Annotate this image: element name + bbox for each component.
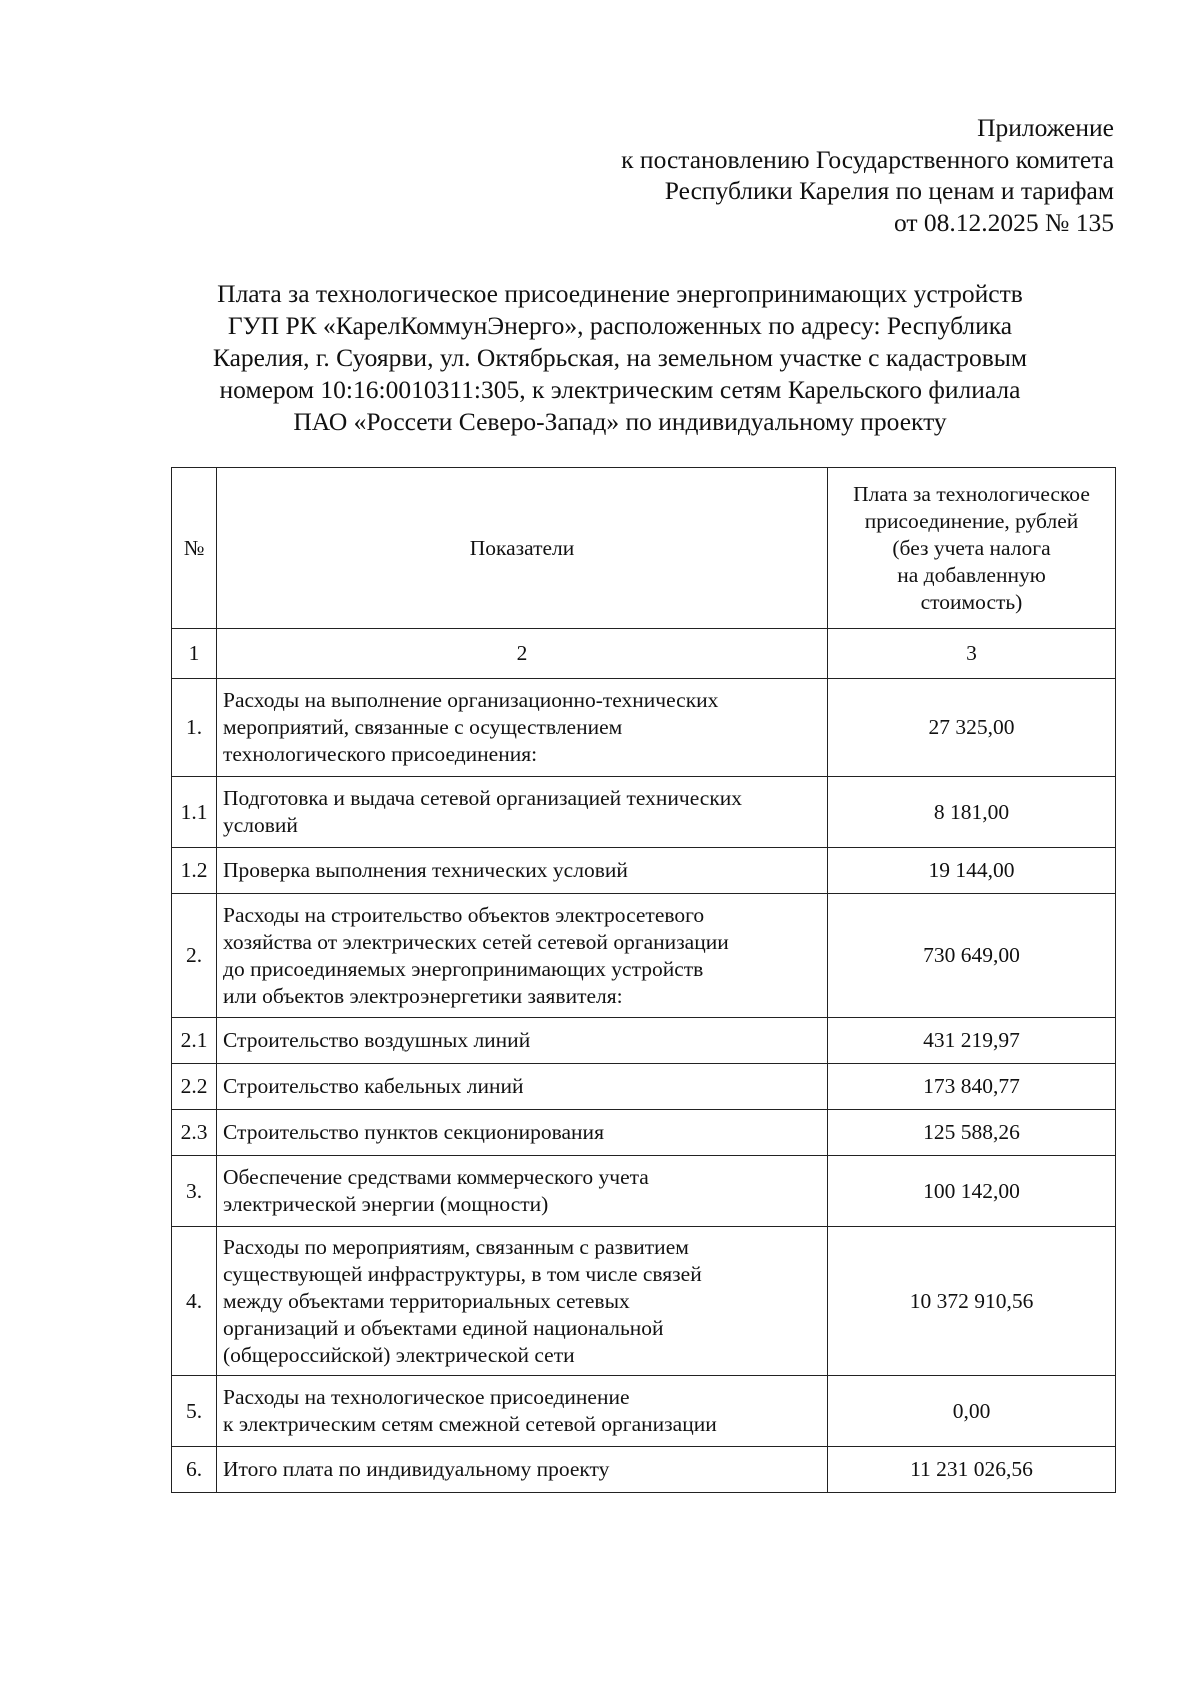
row-value: 100 142,00 [828, 1156, 1116, 1227]
row-number: 2.3 [172, 1110, 217, 1156]
indicator-line: Расходы на выполнение организационно-технических [223, 688, 719, 712]
row-number: 2.1 [172, 1018, 217, 1064]
row-indicator [217, 1227, 828, 1376]
title-line: Плата за технологическое присоединение энергопринимающих устройств [217, 279, 1023, 308]
title-line: ПАО «Россети Северо-Запад» по индивидуальному проекту [293, 407, 947, 436]
row-indicator [217, 777, 828, 848]
row-indicator [217, 1376, 828, 1447]
appendix-block [414, 112, 1114, 238]
row-indicator [217, 1064, 828, 1110]
appendix-line: к постановлению Государственного комитета [621, 144, 1114, 174]
row-value: 8 181,00 [828, 777, 1116, 848]
appendix-line: Приложение [977, 113, 1114, 142]
indicator-line: к электрическим сетям смежной сетевой организации [223, 1412, 717, 1436]
row-value: 27 325,00 [828, 679, 1116, 777]
table-row [172, 1156, 1116, 1227]
row-value: 431 219,97 [828, 1018, 1116, 1064]
indicator-line: организаций и объектами единой национальной [223, 1315, 664, 1340]
row-indicator [217, 894, 828, 1018]
indicator-line: Строительство пунктов секционирования [223, 1120, 604, 1144]
column-index-row [172, 629, 1116, 679]
indicator-line: или объектов электроэнергетики заявителя: [223, 983, 623, 1008]
row-number: 6. [172, 1447, 217, 1493]
row-indicator [217, 848, 828, 894]
appendix-line: Республики Карелия по ценам и тарифам [664, 176, 1114, 205]
appendix-line: от 08.12.2025 № 135 [893, 207, 1114, 237]
indicator-line: Подготовка и выдача сетевой организацией технических [223, 786, 743, 810]
indicator-line: электрической энергии (мощности) [223, 1192, 549, 1216]
row-indicator [217, 1018, 828, 1064]
indicator-line: Обеспечение средствами коммерческого учета [223, 1165, 649, 1189]
row-indicator [217, 1110, 828, 1156]
table-row [172, 777, 1116, 848]
header-value-line: Плата за технологическое [853, 481, 1090, 506]
header-value-line: стоимость) [920, 589, 1023, 614]
row-number: 1.1 [172, 777, 217, 848]
row-indicator [217, 1447, 828, 1493]
indicator-line: существующей инфраструктуры, в том числе связей [223, 1261, 702, 1286]
title-line: ГУП РК «КарелКоммунЭнерго», расположенных по адресу: Республика [227, 311, 1013, 340]
column-index: 1 [172, 629, 217, 679]
indicator-line: условий [223, 813, 298, 837]
header-value [828, 468, 1116, 629]
indicator-line: Расходы на технологическое присоединение [223, 1385, 630, 1409]
header-indicator: Показатели [217, 468, 828, 629]
table-row [172, 1064, 1116, 1110]
row-number: 3. [172, 1156, 217, 1227]
row-value: 0,00 [828, 1376, 1116, 1447]
table-row [172, 1110, 1116, 1156]
table-row [172, 1227, 1116, 1376]
document-title [150, 278, 1090, 438]
row-value: 10 372 910,56 [828, 1227, 1116, 1376]
table-header-row [172, 468, 1116, 629]
row-indicator [217, 679, 828, 777]
row-indicator [217, 1156, 828, 1227]
title-line: номером 10:16:0010311:305, к электрическим сетям Карельского филиала [219, 375, 1021, 404]
indicator-line: Расходы по мероприятиям, связанным с развитием [223, 1234, 689, 1259]
header-num: № [172, 468, 217, 629]
row-number: 4. [172, 1227, 217, 1376]
table-row [172, 1376, 1116, 1447]
header-value-line: на добавленную [897, 562, 1046, 587]
column-index: 2 [217, 629, 828, 679]
indicator-line: (общероссийской) электрической сети [223, 1342, 575, 1367]
table-row [172, 1447, 1116, 1493]
row-value: 730 649,00 [828, 894, 1116, 1018]
indicator-line: мероприятий, связанные с осуществлением [223, 715, 623, 739]
indicator-line: до присоединяемых энергопринимающих устройств [223, 956, 704, 981]
row-value: 125 588,26 [828, 1110, 1116, 1156]
indicator-line: Проверка выполнения технических условий [223, 858, 628, 882]
table-body [172, 679, 1116, 1493]
row-value: 173 840,77 [828, 1064, 1116, 1110]
indicator-line: технологического присоединения: [223, 742, 538, 766]
column-index: 3 [828, 629, 1116, 679]
table-row [172, 679, 1116, 777]
row-value: 11 231 026,56 [828, 1447, 1116, 1493]
indicator-line: Строительство воздушных линий [223, 1028, 531, 1052]
row-number: 2. [172, 894, 217, 1018]
indicator-line: Расходы на строительство объектов электросетевого [223, 902, 705, 927]
fee-table [171, 467, 1116, 1493]
indicator-line: Итого плата по индивидуальному проекту [223, 1457, 610, 1481]
header-value-line: (без учета налога [892, 535, 1051, 560]
indicator-line: Строительство кабельных линий [223, 1074, 524, 1098]
header-value-line: присоединение, рублей [864, 508, 1079, 533]
table-row [172, 894, 1116, 1018]
row-number: 5. [172, 1376, 217, 1447]
table-row [172, 848, 1116, 894]
row-number: 2.2 [172, 1064, 217, 1110]
indicator-line: между объектами территориальных сетевых [223, 1288, 630, 1313]
title-line: Карелия, г. Суоярви, ул. Октябрьская, на земельном участке с кадастровым [212, 343, 1028, 372]
row-number: 1. [172, 679, 217, 777]
table-row [172, 1018, 1116, 1064]
indicator-line: хозяйства от электрических сетей сетевой организации [223, 929, 729, 954]
row-value: 19 144,00 [828, 848, 1116, 894]
row-number: 1.2 [172, 848, 217, 894]
